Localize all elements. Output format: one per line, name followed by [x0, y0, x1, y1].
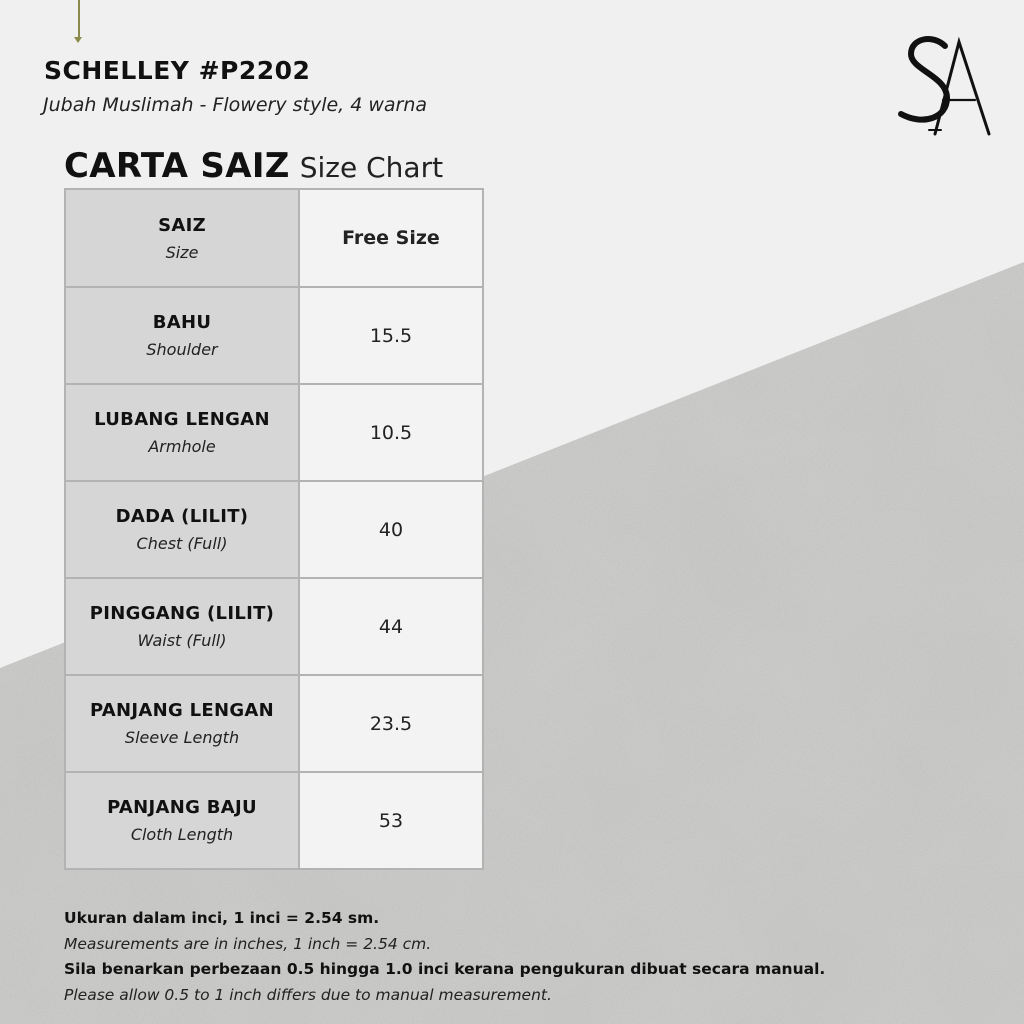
sa-monogram-logo — [893, 34, 997, 138]
row-label-cell — [65, 481, 299, 578]
row-label: PANJANG BAJU — [107, 797, 257, 818]
chart-heading — [64, 146, 443, 186]
row-label-cell — [65, 772, 299, 869]
row-value: 40 — [299, 481, 483, 578]
note-english-units: Measurements are in inches, 1 inch = 2.54 cm. — [64, 934, 432, 953]
note-malay-units: Ukuran dalam inci, 1 inci = 2.54 sm. — [64, 909, 380, 927]
row-value: 44 — [299, 578, 483, 675]
measurement-notes — [64, 906, 825, 1008]
table-header-row — [65, 189, 483, 287]
row-label-en: Chest (Full) — [136, 534, 228, 553]
product-subtitle: Jubah Muslimah - Flowery style, 4 warna — [43, 94, 428, 116]
note-english-tolerance: Please allow 0.5 to 1 inch differs due to manual measurement. — [64, 985, 552, 1004]
row-value: 10.5 — [299, 384, 483, 481]
header-label-en: Size — [165, 242, 199, 262]
accent-line — [78, 0, 80, 40]
row-value: 53 — [299, 772, 483, 869]
accent-arrow-icon — [74, 37, 82, 43]
table-row — [65, 675, 483, 772]
header-value: Free Size — [299, 189, 483, 287]
chart-subtitle: Size Chart — [299, 151, 444, 184]
row-label-en: Armhole — [148, 437, 216, 456]
table-row — [65, 578, 483, 675]
row-label-cell — [65, 578, 299, 675]
row-label-en: Shoulder — [146, 340, 218, 359]
row-label: PINGGANG (LILIT) — [89, 603, 275, 624]
row-label: DADA (LILIT) — [115, 506, 249, 527]
table-row — [65, 287, 483, 384]
table-row — [65, 772, 483, 869]
row-label: PANJANG LENGAN — [89, 700, 275, 721]
header-label: SAIZ — [158, 214, 206, 236]
row-value: 15.5 — [299, 287, 483, 384]
row-label-cell — [65, 384, 299, 481]
row-value: 23.5 — [299, 675, 483, 772]
header-label-cell — [65, 189, 299, 287]
table-row — [65, 384, 483, 481]
row-label: BAHU — [152, 312, 212, 333]
row-label-en: Sleeve Length — [124, 728, 240, 747]
size-chart-table — [64, 188, 484, 870]
row-label: LUBANG LENGAN — [94, 409, 270, 430]
row-label-cell — [65, 675, 299, 772]
chart-title: CARTA SAIZ — [64, 146, 290, 186]
note-malay-tolerance: Sila benarkan perbezaan 0.5 hingga 1.0 inci kerana pengukuran dibuat secara manual. — [64, 960, 826, 978]
row-label-cell — [65, 287, 299, 384]
product-title: SCHELLEY #P2202 — [44, 56, 311, 85]
row-label-en: Cloth Length — [130, 825, 234, 844]
row-label-en: Waist (Full) — [137, 631, 227, 650]
table-row — [65, 481, 483, 578]
